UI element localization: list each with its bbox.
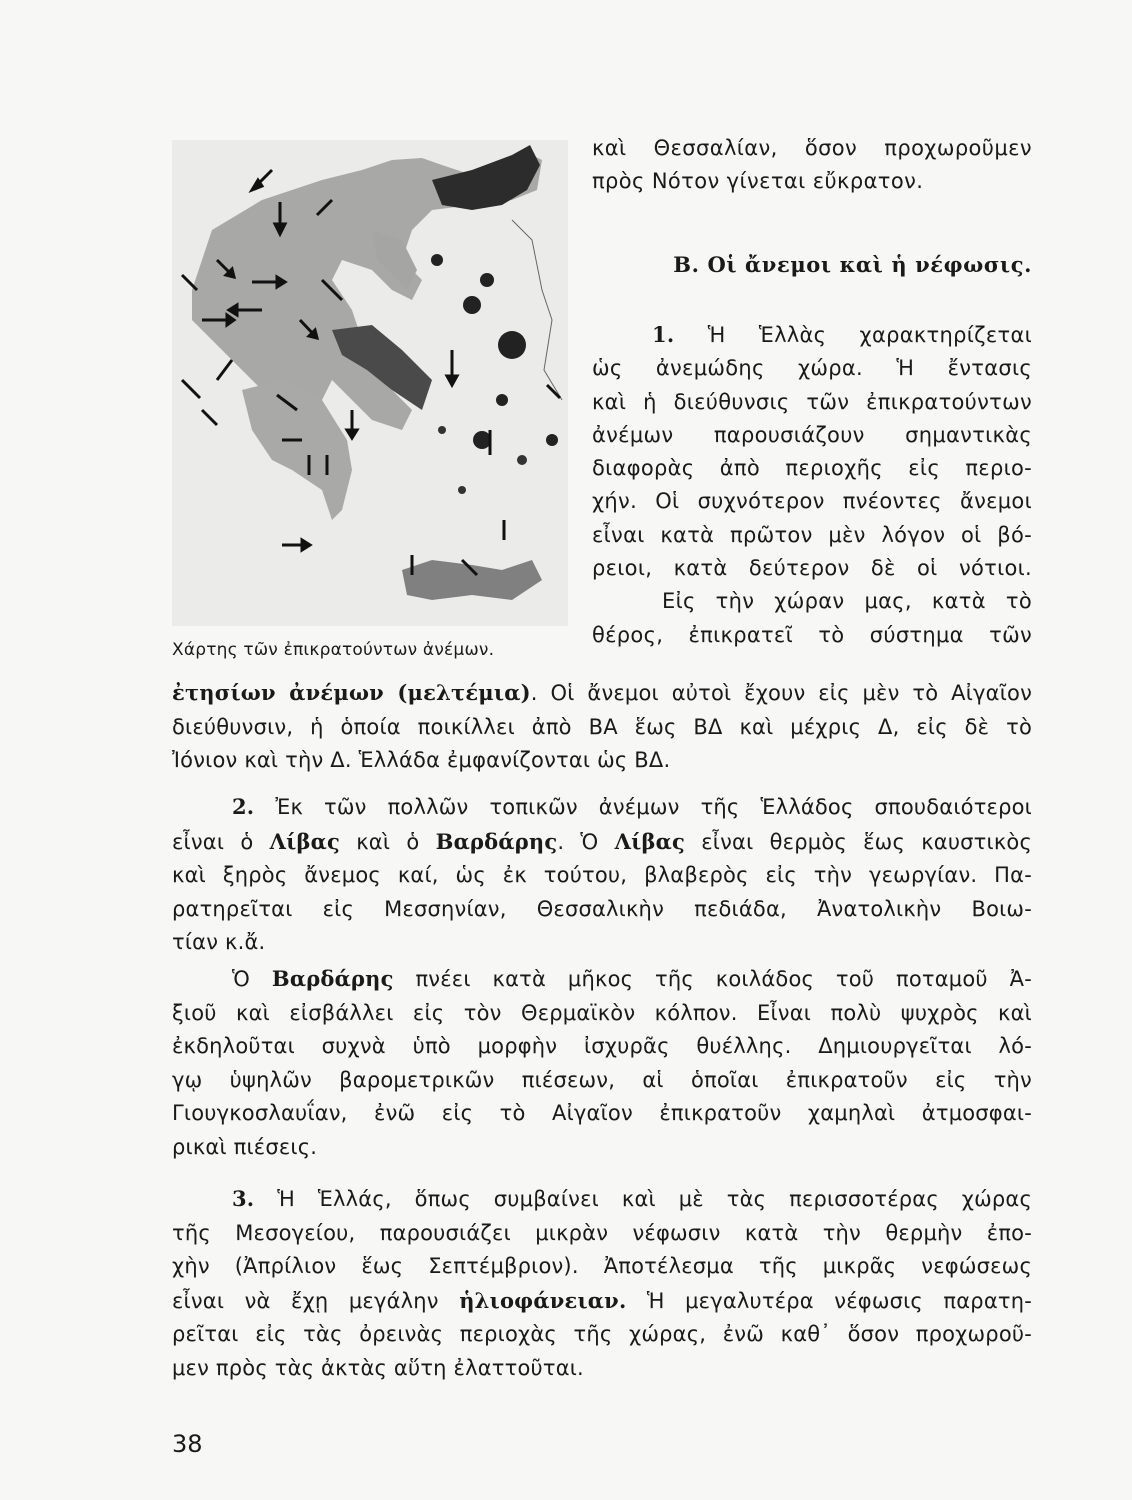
text-line: εἶναι κατὰ πρῶτον μὲν λόγον οἱ βό-	[592, 522, 1032, 547]
paragraph-2	[172, 790, 1032, 960]
text-line: θέρος, ἐπικρατεῖ τὸ σύστημα τῶν	[592, 622, 1032, 647]
text-line: χήν. Οἱ συχνότερον πνέοντες ἄνεμοι	[592, 489, 1032, 514]
paragraph-1	[592, 318, 1032, 652]
text-line: πρὸς Νότον γίνεται εὔκρατον.	[592, 169, 924, 193]
text-line: ρατηρεῖται εἰς Μεσσηνίαν, Θεσσαλικὴν πεδιάδα, Ἀνατολικὴν Βοιω-	[172, 896, 1032, 921]
text-line: ξιοῦ καὶ εἰσβάλλει εἰς τὸν Θερμαϊκὸν κόλπον. Εἶναι πολὺ ψυχρὸς καὶ	[172, 1000, 1032, 1025]
paragraph-3	[172, 1182, 1032, 1385]
paragraph-number: 1.	[652, 322, 675, 347]
text-line: μεν πρὸς τὰς ἀκτὰς αὕτη ἐλαττοῦται.	[172, 1355, 584, 1380]
text-line: ὡς ἀνεμώδης χώρα. Ἡ ἔντασις	[592, 356, 1032, 381]
text-line: διεύθυνσιν, ἡ ὁποία ποικίλλει ἀπὸ ΒΑ ἕως ΒΔ καὶ μέχρις Δ, εἰς δὲ τὸ	[172, 714, 1032, 739]
map-of-greece-icon	[172, 140, 568, 626]
paragraph-1-continued	[172, 676, 1032, 778]
text-line: γῳ ὑψηλῶν βαρομετρικῶν πιέσεων, αἱ ὁποῖαι ἐπικρατοῦν εἰς τὴν	[172, 1067, 1032, 1092]
page-number: 38	[172, 1430, 203, 1458]
text-line: εἶναι νὰ ἔχῃ μεγάλην ἡλιοφάνειαν. Ἡ μεγαλυτέρα νέφωσις παρατη-	[172, 1287, 1032, 1313]
section-heading: Β. Οἱ ἄνεμοι καὶ ἡ νέφωσις.	[673, 252, 1032, 277]
text-line: ρικαὶ πιέσεις.	[172, 1134, 318, 1159]
intro-text	[592, 132, 1032, 198]
text-line: Ὁ Βαρδάρης πνέει κατὰ μῆκος τῆς κοιλάδος τοῦ ποταμοῦ Ἀ-	[232, 966, 1032, 991]
text-line: καὶ ἡ διεύθυνσις τῶν ἐπικρατούντων	[592, 389, 1032, 414]
text-line: ρεῖται εἰς τὰς ὀρεινὰς περιοχὰς τῆς χώρας, ἐνῶ καθ᾿ ὅσον προχωροῦ-	[172, 1322, 1032, 1346]
text-line: 3. Ἡ Ἑλλάς, ὅπως συμβαίνει καὶ μὲ τὰς περισσοτέρας χώρας	[232, 1186, 1032, 1211]
text-line: 2. Ἐκ τῶν πολλῶν τοπικῶν ἀνέμων τῆς Ἑλλάδος σπουδαιότεροι	[232, 794, 1032, 819]
text-line: καὶ Θεσσαλίαν, ὅσον προχωροῦμεν	[592, 136, 1032, 160]
paragraph-number: 3.	[232, 1186, 255, 1211]
text-line: διαφορὰς ἀπὸ περιοχῆς εἰς περιο-	[592, 456, 1032, 481]
text-line: χὴν (Ἀπρίλιον ἕως Σεπτέμβριον). Ἀποτέλεσμα τῆς μικρᾶς νεφώσεως	[172, 1254, 1032, 1278]
text-line: ἐτησίων ἀνέμων (μελτέμια). Οἱ ἄνεμοι αὐτοὶ ἔχουν εἰς μὲν τὸ Αἰγαῖον	[172, 680, 1032, 705]
text-line: Γιουγκοσλαυΐαν, ἐνῶ εἰς τὸ Αἰγαῖον ἐπικρατοῦν χαμηλαὶ ἀτμοσφαι-	[172, 1101, 1032, 1125]
text-line: ἀνέμων παρουσιάζουν σημαντικὰς	[592, 422, 1032, 447]
paragraph-2b	[172, 962, 1032, 1164]
text-line: ἐκδηλοῦται συχνὰ ὑπὸ μορφὴν ἰσχυρᾶς θυέλλης. Δημιουργεῖται λό-	[172, 1034, 1032, 1058]
text-line: τίαν κ.ἄ.	[172, 930, 266, 954]
text-line: τῆς Μεσογείου, παρουσιάζει μικρὰν νέφωσιν κατὰ τὴν θερμὴν ἐπο-	[172, 1220, 1032, 1245]
text-line: καὶ ξηρὸς ἄνεμος καί, ὡς ἐκ τούτου, βλαβερὸς εἰς τὴν γεωργίαν. Πα-	[172, 863, 1032, 887]
wind-map-figure	[172, 140, 568, 626]
text-line: εἶναι ὁ Λίβας καὶ ὁ Βαρδάρης. Ὁ Λίβας εἶναι θερμὸς ἕως καυστικὸς	[172, 828, 1032, 854]
figure-caption: Χάρτης τῶν ἐπικρατούντων ἀνέμων.	[172, 640, 495, 660]
text-line: ρειοι, κατὰ δεύτερον δὲ οἱ νότιοι.	[592, 556, 1032, 581]
text-line: Εἰς τὴν χώραν μας, κατὰ τὸ	[662, 589, 1032, 614]
text-line: Ἰόνιον καὶ τὴν Δ. Ἑλλάδα ἐμφανίζονται ὡς ΒΔ.	[172, 748, 671, 772]
paragraph-number: 2.	[232, 794, 255, 819]
text-line: 1. Ἡ Ἑλλὰς χαρακτηρίζεται	[652, 322, 1032, 347]
